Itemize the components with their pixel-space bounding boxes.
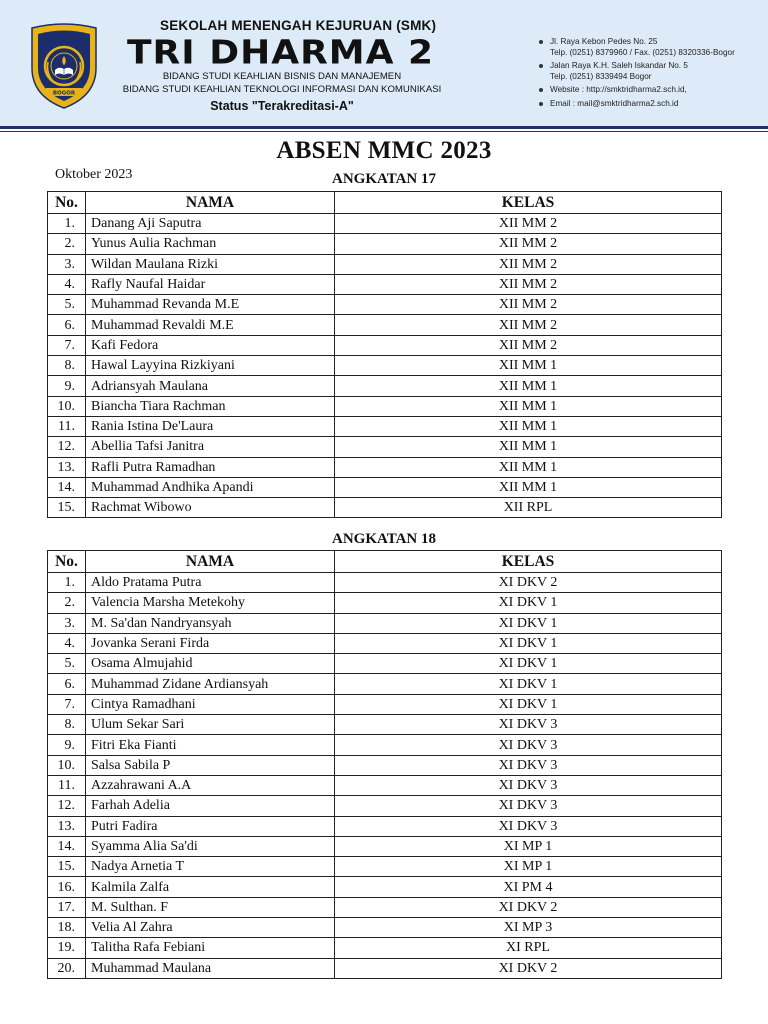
student-name: Yunus Aulia Rachman (86, 234, 335, 254)
row-number: 1. (48, 214, 86, 234)
row-number: 14. (48, 836, 86, 856)
student-class: XI DKV 3 (335, 755, 722, 775)
student-name: Talitha Rafa Febiani (86, 938, 335, 958)
table-row (48, 593, 722, 613)
table-row (48, 254, 722, 274)
student-class: XI DKV 1 (335, 694, 722, 714)
row-number: 20. (48, 958, 86, 978)
row-number: 4. (48, 633, 86, 653)
student-name: Muhammad Revaldi M.E (86, 315, 335, 335)
student-name: Kafi Fedora (86, 335, 335, 355)
letterhead-divider-thin (0, 131, 768, 132)
column-header-name: NAMA (86, 551, 335, 573)
column-header-no: No. (48, 551, 86, 573)
row-number: 4. (48, 274, 86, 294)
student-name: Biancha Tiara Rachman (86, 396, 335, 416)
student-name: Rafli Putra Ramadhan (86, 457, 335, 477)
table-row (48, 633, 722, 653)
table-row (48, 573, 722, 593)
student-name: Abellia Tafsi Janitra (86, 437, 335, 457)
table-row (48, 918, 722, 938)
student-class: XII MM 1 (335, 477, 722, 497)
student-class: XII MM 2 (335, 214, 722, 234)
department-line-1: BIDANG STUDI KEAHLIAN BISNIS DAN MANAJEMEN (162, 71, 402, 82)
table-row (48, 755, 722, 775)
row-number: 12. (48, 796, 86, 816)
row-number: 16. (48, 877, 86, 897)
table-row (48, 694, 722, 714)
row-number: 10. (48, 755, 86, 775)
student-class: XI DKV 3 (335, 816, 722, 836)
school-type: SEKOLAH MENENGAH KEJURUAN (SMK) (160, 18, 437, 33)
table-row (48, 775, 722, 795)
table-row (48, 396, 722, 416)
contact-email (536, 99, 764, 110)
row-number: 6. (48, 315, 86, 335)
student-class: XI DKV 3 (335, 715, 722, 735)
document-title: ABSEN MMC 2023 (276, 137, 492, 164)
student-class: XII MM 1 (335, 437, 722, 457)
document-date: Oktober 2023 (55, 167, 133, 182)
student-class: XI RPL (335, 938, 722, 958)
student-name: Azzahrawani A.A (86, 775, 335, 795)
table-row (48, 274, 722, 294)
table-row (48, 897, 722, 917)
roster-table-18 (47, 550, 722, 979)
student-class: XI DKV 1 (335, 633, 722, 653)
row-number: 3. (48, 613, 86, 633)
row-number: 7. (48, 694, 86, 714)
student-class: XI DKV 2 (335, 958, 722, 978)
student-name: M. Sulthan. F (86, 897, 335, 917)
student-class: XI DKV 1 (335, 593, 722, 613)
table-row (48, 437, 722, 457)
student-class: XI DKV 1 (335, 654, 722, 674)
contact-list (536, 37, 764, 112)
student-name: Wildan Maulana Rizki (86, 254, 335, 274)
contact-line: Email : mail@smktridharma2.sch.id (550, 98, 679, 108)
roster-table-17 (47, 191, 722, 518)
student-class: XI MP 1 (335, 836, 722, 856)
row-number: 19. (48, 938, 86, 958)
student-name: Rafly Naufal Haidar (86, 274, 335, 294)
row-number: 14. (48, 477, 86, 497)
student-name: Putri Fadira (86, 816, 335, 836)
student-class: XII MM 2 (335, 254, 722, 274)
row-number: 8. (48, 356, 86, 376)
column-header-class: KELAS (335, 551, 722, 573)
student-class: XII MM 2 (335, 335, 722, 355)
row-number: 7. (48, 335, 86, 355)
accreditation-status: Status "Terakreditasi-A" (210, 99, 354, 113)
contact-line: Telp. (0251) 8379960 / Fax. (0251) 8320336-Bogor (550, 47, 735, 57)
school-logo (28, 22, 100, 110)
row-number: 18. (48, 918, 86, 938)
student-class: XII RPL (335, 498, 722, 518)
table-row (48, 816, 722, 836)
student-class: XII MM 2 (335, 274, 722, 294)
row-number: 5. (48, 654, 86, 674)
table-row (48, 857, 722, 877)
table-row (48, 836, 722, 856)
table-header-row (48, 551, 722, 573)
student-class: XI PM 4 (335, 877, 722, 897)
student-class: XI DKV 2 (335, 897, 722, 917)
student-class: XI DKV 2 (335, 573, 722, 593)
batch-title-17: ANGKATAN 17 (331, 171, 437, 187)
contact-line: Website : http://smktridharma2.sch.id, (550, 85, 687, 94)
table-row (48, 234, 722, 254)
contact-line: Jalan Raya K.H. Saleh Iskandar No. 5 (550, 61, 688, 70)
student-name: M. Sa'dan Nandryansyah (86, 613, 335, 633)
table-row (48, 295, 722, 315)
student-name: Muhammad Revanda M.E (86, 295, 335, 315)
contact-website (536, 85, 764, 96)
student-name: Adriansyah Maulana (86, 376, 335, 396)
row-number: 15. (48, 857, 86, 877)
student-class: XI DKV 3 (335, 775, 722, 795)
row-number: 13. (48, 816, 86, 836)
student-name: Cintya Ramadhani (86, 694, 335, 714)
table-row (48, 457, 722, 477)
table-row (48, 335, 722, 355)
table-row (48, 654, 722, 674)
column-header-no: No. (48, 192, 86, 214)
column-header-class: KELAS (335, 192, 722, 214)
table-row (48, 376, 722, 396)
row-number: 11. (48, 775, 86, 795)
logo-city-text: BOGOR (52, 90, 76, 97)
student-class: XII MM 1 (335, 457, 722, 477)
row-number: 17. (48, 897, 86, 917)
student-name: Osama Almujahid (86, 654, 335, 674)
student-class: XII MM 1 (335, 356, 722, 376)
student-class: XI DKV 1 (335, 674, 722, 694)
row-number: 2. (48, 593, 86, 613)
table-row (48, 498, 722, 518)
table-row (48, 958, 722, 978)
department-line-2: BIDANG STUDI KEAHLIAN TEKNOLOGI INFORMASI DAN KOMUNIKASI (122, 84, 442, 95)
row-number: 9. (48, 376, 86, 396)
student-name: Syamma Alia Sa'di (86, 836, 335, 856)
student-class: XII MM 1 (335, 416, 722, 436)
student-class: XI DKV 3 (335, 796, 722, 816)
contact-line: Jl. Raya Kebon Pedes No. 25 (550, 37, 658, 46)
row-number: 12. (48, 437, 86, 457)
student-name: Danang Aji Saputra (86, 214, 335, 234)
student-name: Jovanka Serani Firda (86, 633, 335, 653)
student-name: Valencia Marsha Metekohy (86, 593, 335, 613)
student-class: XI DKV 3 (335, 735, 722, 755)
table-row (48, 477, 722, 497)
table-row (48, 715, 722, 735)
row-number: 2. (48, 234, 86, 254)
contact-line: Telp. (0251) 8339494 Bogor (550, 71, 652, 81)
row-number: 8. (48, 715, 86, 735)
contact-address-2 (536, 61, 764, 82)
student-name: Muhammad Zidane Ardiansyah (86, 674, 335, 694)
row-number: 5. (48, 295, 86, 315)
student-name: Kalmila Zalfa (86, 877, 335, 897)
student-class: XII MM 1 (335, 376, 722, 396)
student-name: Aldo Pratama Putra (86, 573, 335, 593)
student-class: XII MM 2 (335, 315, 722, 335)
student-name: Farhah Adelia (86, 796, 335, 816)
row-number: 10. (48, 396, 86, 416)
table-row (48, 735, 722, 755)
student-name: Muhammad Andhika Apandi (86, 477, 335, 497)
letterhead-divider (0, 126, 768, 129)
contact-address-1 (536, 37, 764, 58)
row-number: 13. (48, 457, 86, 477)
row-number: 6. (48, 674, 86, 694)
student-name: Ulum Sekar Sari (86, 715, 335, 735)
table-row (48, 796, 722, 816)
student-class: XII MM 2 (335, 295, 722, 315)
student-name: Nadya Arnetia T (86, 857, 335, 877)
student-name: Rania Istina De'Laura (86, 416, 335, 436)
row-number: 11. (48, 416, 86, 436)
row-number: 3. (48, 254, 86, 274)
student-name: Rachmat Wibowo (86, 498, 335, 518)
table-row (48, 613, 722, 633)
table-header-row (48, 192, 722, 214)
table-row (48, 416, 722, 436)
student-class: XII MM 1 (335, 396, 722, 416)
student-name: Muhammad Maulana (86, 958, 335, 978)
student-name: Fitri Eka Fianti (86, 735, 335, 755)
table-row (48, 315, 722, 335)
row-number: 15. (48, 498, 86, 518)
table-row (48, 356, 722, 376)
student-class: XI DKV 1 (335, 613, 722, 633)
batch-title-18: ANGKATAN 18 (331, 531, 437, 547)
table-row (48, 214, 722, 234)
student-name: Salsa Sabila P (86, 755, 335, 775)
student-name: Velia Al Zahra (86, 918, 335, 938)
student-name: Hawal Layyina Rizkiyani (86, 356, 335, 376)
student-class: XI MP 1 (335, 857, 722, 877)
table-row (48, 877, 722, 897)
column-header-name: NAMA (86, 192, 335, 214)
school-name: TRI DHARMA 2 (127, 34, 435, 72)
student-class: XII MM 2 (335, 234, 722, 254)
student-class: XI MP 3 (335, 918, 722, 938)
table-row (48, 938, 722, 958)
row-number: 9. (48, 735, 86, 755)
table-row (48, 674, 722, 694)
row-number: 1. (48, 573, 86, 593)
